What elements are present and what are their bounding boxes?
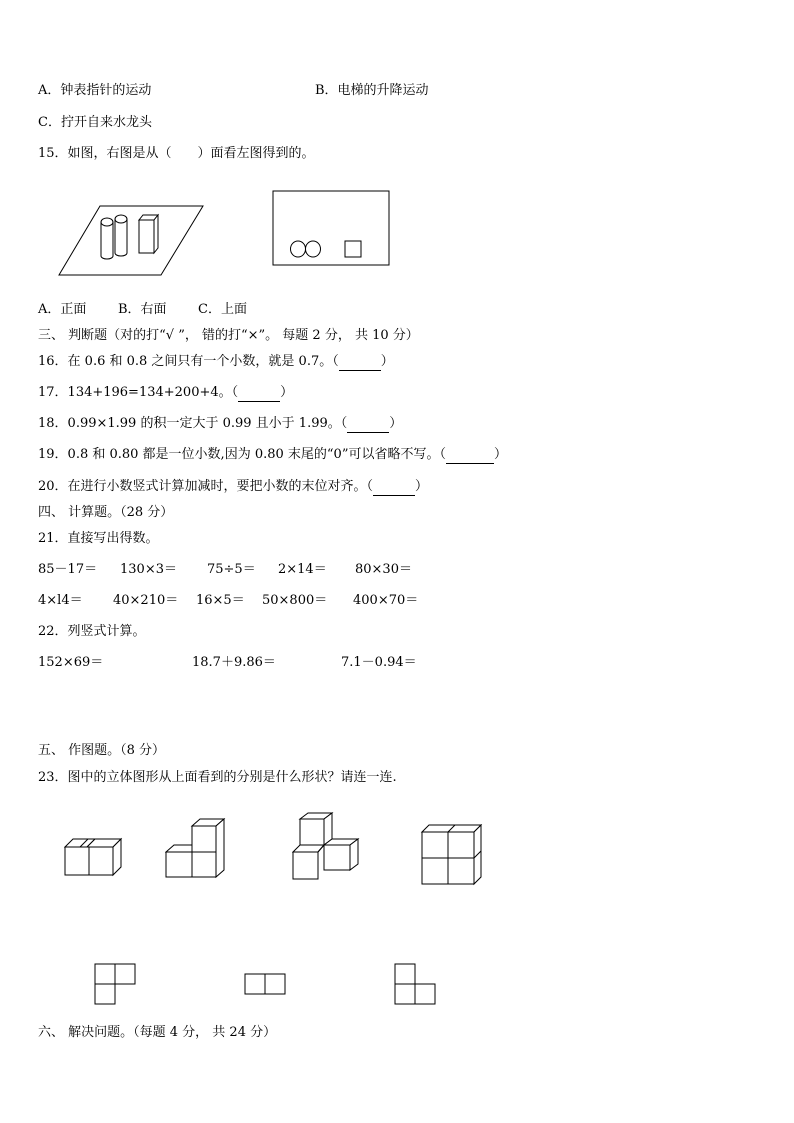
- q20-close: ）: [415, 479, 429, 494]
- section-4-title: 四、 计算题。（28 分）: [38, 505, 174, 520]
- q23-stem: 23．图中的立体图形从上面看到的分别是什么形状？请连一连.: [38, 770, 397, 785]
- section-6-title: 六、 解决问题。（每题 4 分， 共 24 分）: [38, 1025, 277, 1040]
- q17-answer-blank[interactable]: [238, 385, 280, 402]
- q14-option-a: A．钟表指针的运动: [38, 83, 152, 98]
- q21-item: 75÷5＝: [207, 562, 256, 577]
- q21-stem: 21．直接写出得数。: [38, 531, 159, 546]
- q19-close: ）: [493, 447, 507, 462]
- q15-stem: 15．如图，右图是从（ ）面看左图得到的。: [38, 146, 315, 161]
- q22-item: 18.7＋9.86＝: [192, 655, 276, 670]
- q18: [38, 416, 402, 433]
- q23-solid-1: [64, 832, 126, 877]
- section-5-title: 五、 作图题。（8 分）: [38, 743, 166, 758]
- q15-option-a: A．正面: [38, 302, 87, 317]
- q17: [38, 385, 293, 402]
- q21-item: 4×l4＝: [38, 593, 83, 608]
- q21-item: 16×5＝: [196, 593, 245, 608]
- q23-solid-4: [420, 824, 484, 886]
- q14-option-c: C．拧开自来水龙头: [38, 115, 152, 130]
- q20-text: 20．在进行小数竖式计算加减时，要把小数的末位对齐。（: [38, 479, 374, 494]
- q21-item: 50×800＝: [262, 593, 328, 608]
- q19-text: 19．0.8 和 0.80 都是一位小数,因为 0.80 末尾的“0”可以省略不写。（: [38, 447, 446, 462]
- q17-close: ）: [280, 385, 294, 400]
- q16: [38, 354, 394, 371]
- section-3-title: 三、 判断题（对的打“√ ”， 错的打“×”。 每题 2 分， 共 10 分）: [38, 328, 419, 343]
- q23-solid-2: [165, 818, 227, 880]
- q21-item: 2×14＝: [278, 562, 327, 577]
- q23-top-view-3: [394, 963, 436, 1005]
- q21-item: 40×210＝: [113, 593, 179, 608]
- q16-answer-blank[interactable]: [339, 354, 381, 371]
- q18-answer-blank[interactable]: [347, 416, 389, 433]
- q14-option-b: B．电梯的升降运动: [315, 83, 429, 98]
- q20: [38, 479, 428, 496]
- q21-item: 130×3＝: [120, 562, 177, 577]
- q21-item: 80×30＝: [355, 562, 412, 577]
- q16-close: ）: [380, 354, 394, 369]
- q15-right-figure: [272, 190, 390, 266]
- q16-text: 16．在 0.6 和 0.8 之间只有一个小数，就是 0.7。（: [38, 354, 339, 369]
- q22-stem: 22．列竖式计算。: [38, 624, 146, 639]
- q15-option-b: B．右面: [118, 302, 167, 317]
- q22-item: 7.1－0.94＝: [341, 655, 417, 670]
- q19-answer-blank[interactable]: [446, 447, 494, 464]
- q19: [38, 447, 507, 464]
- q15-option-c: C．上面: [198, 302, 247, 317]
- q21-item: 85－17＝: [38, 562, 98, 577]
- q23-top-view-2: [244, 973, 286, 995]
- q21-item: 400×70＝: [353, 593, 419, 608]
- q15-left-figure: [58, 205, 204, 277]
- q23-solid-3: [292, 812, 362, 882]
- q20-answer-blank[interactable]: [373, 479, 415, 496]
- q17-text: 17．134+196=134+200+4。（: [38, 385, 239, 400]
- q22-item: 152×69＝: [38, 655, 104, 670]
- q18-text: 18．0.99×1.99 的积一定大于 0.99 且小于 1.99。（: [38, 416, 348, 431]
- q23-top-view-1: [94, 963, 136, 1005]
- q18-close: ）: [389, 416, 403, 431]
